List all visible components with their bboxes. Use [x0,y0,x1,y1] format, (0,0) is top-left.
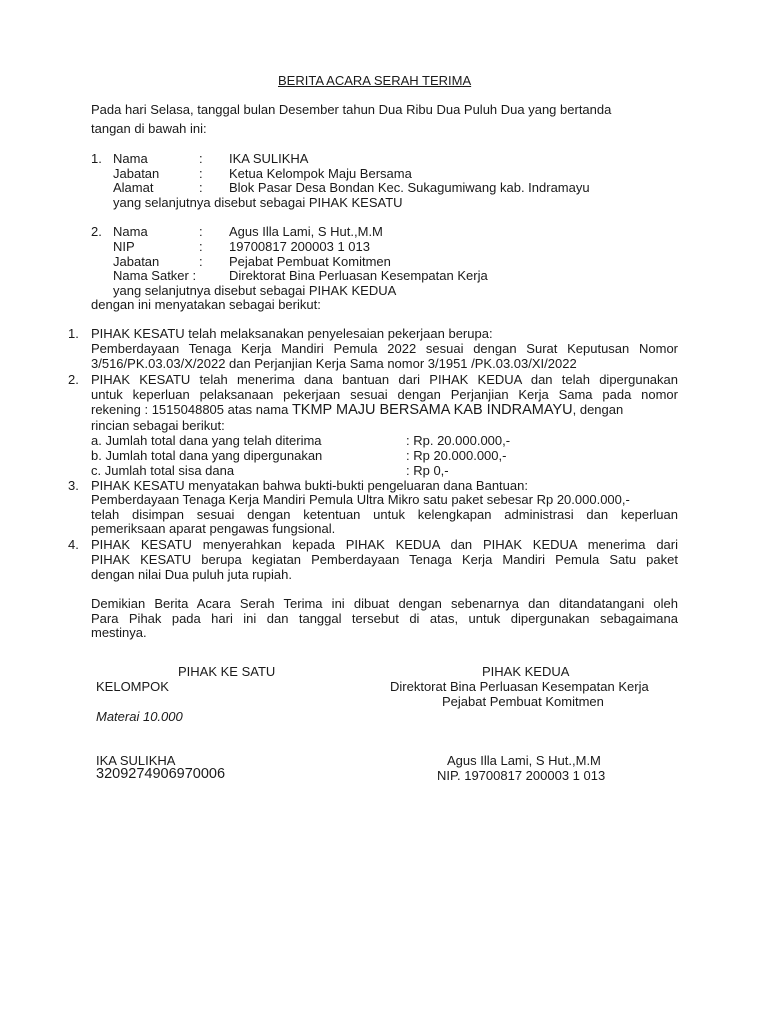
fund-received-label: a. Jumlah total dana yang telah diterima [91,433,322,448]
point-2-line-3 [91,402,623,418]
closing-line-2: Para Pihak pada hari ini dan tanggal tersebut di atas, untuk dipergunakan sebagaimana [91,611,678,626]
party-1-label-nama: Nama [113,151,148,166]
party-2-value-nama: Agus Illa Lami, S Hut.,M.M [229,224,383,239]
stamp-duty-note: Materai 10.000 [96,709,183,724]
intro-line-1: Pada hari Selasa, tanggal bulan Desember tahun Dua Ribu Dua Puluh Dua yang bertanda [91,102,612,117]
point-1-line-3: 3/516/PK.03.03/X/2022 dan Perjanjian Kerja Sama nomor 3/1951 /PK.03.03/XI/2022 [91,356,577,371]
point-2-rekening-end: , dengan [572,402,624,417]
closing-line-1: Demikian Berita Acara Serah Terima ini dibuat dengan sebenarnya dan ditandatangani oleh [91,596,678,611]
declaration-line: dengan ini menyatakan sebagai berikut: [91,297,321,312]
party-2-value-jabatan: Pejabat Pembuat Komitmen [229,254,391,269]
sign-left-heading: PIHAK KE SATU [178,664,276,679]
party-2-sep: : [199,224,203,239]
sign-left-id: 3209274906970006 [96,766,226,782]
closing-line-3: mestinya. [91,625,147,640]
party-1-label-jabatan: Jabatan [113,166,160,181]
fund-remaining-label: c. Jumlah total sisa dana [91,463,235,478]
point-3-number: 3. [68,478,79,493]
intro-line-2: tangan di bawah ini: [91,121,207,136]
sign-left-org: KELOMPOK [96,679,169,694]
party-1-value-alamat: Blok Pasar Desa Bondan Kec. Sukagumiwang kab. Indramayu [229,180,590,195]
point-3-line-3: telah disimpan sesuai dengan ketentuan untuk kelengkapan administrasi dan keperluan [91,507,678,522]
party-1-sep: : [199,151,203,166]
point-4-line-1: PIHAK KESATU menyerahkan kepada PIHAK KEDUA dan PIHAK KEDUA menerima dari [91,537,678,552]
sign-right-id: NIP. 19700817 200003 1 013 [437,768,606,783]
party-1-number: 1. [91,151,102,166]
party-2-number: 2. [91,224,102,239]
party-2-sep: : [199,254,203,269]
point-4-line-3: dengan nilai Dua puluh juta rupiah. [91,567,292,582]
point-1-number: 1. [68,326,79,341]
point-4-number: 4. [68,537,79,552]
fund-used-label: b. Jumlah total dana yang dipergunakan [91,448,323,463]
point-1-line-1: PIHAK KESATU telah melaksanakan penyelesaian pekerjaan berupa: [91,326,493,341]
fund-received-value: : Rp. 20.000.000,- [406,433,511,448]
party-2-label-nip: NIP [113,239,135,254]
party-2-sep: : [199,239,203,254]
fund-remaining-value: : Rp 0,- [406,463,449,478]
point-3-line-1: PIHAK KESATU menyatakan bahwa bukti-bukti pengeluaran dana Bantuan: [91,478,528,493]
point-2-account-name: TKMP MAJU BERSAMA KAB INDRAMAYU [291,402,573,418]
party-1-sep: : [199,166,203,181]
point-3-line-4: pemeriksaan aparat pengawas fungsional. [91,521,336,536]
point-2-line-2: untuk keperluan pelaksanaan pekerjaan sesuai dengan Perjanjian Kerja Sama pada nomor [91,387,678,402]
sign-left-name: IKA SULIKHA [96,753,176,768]
party-1-label-alamat: Alamat [113,180,154,195]
party-2-label-nama: Nama [113,224,148,239]
sign-right-heading: PIHAK KEDUA [482,664,570,679]
fund-used-value: : Rp 20.000.000,- [406,448,507,463]
party-2-label-satker: Nama Satker : [113,268,197,283]
point-2-number: 2. [68,372,79,387]
point-4-line-2: PIHAK KESATU berupa kegiatan Pemberdayaan Tenaga Kerja Mandiri Pemula Satu paket [91,552,678,567]
sign-right-role: Pejabat Pembuat Komitmen [442,694,604,709]
point-1-line-2: Pemberdayaan Tenaga Kerja Mandiri Pemula 2022 sesuai dengan Surat Keputusan Nomor [91,341,678,356]
party-2-label-jabatan: Jabatan [113,254,160,269]
party-2-value-nip: 19700817 200003 1 013 [229,239,370,254]
point-2-rekening: rekening : 1515048805 atas nama [91,402,289,417]
point-2-line-4: rincian sebagai berikut: [91,418,225,433]
party-1-note: yang selanjutnya disebut sebagai PIHAK KESATU [113,195,403,210]
point-3-line-2: Pemberdayaan Tenaga Kerja Mandiri Pemula Ultra Mikro satu paket sebesar Rp 20.000.000,- [91,492,630,507]
party-2-note: yang selanjutnya disebut sebagai PIHAK KEDUA [113,283,397,298]
document-title: BERITA ACARA SERAH TERIMA [278,73,472,88]
party-2-value-satker: Direktorat Bina Perluasan Kesempatan Kerja [229,268,488,283]
party-1-value-jabatan: Ketua Kelompok Maju Bersama [229,166,412,181]
sign-right-name: Agus Illa Lami, S Hut.,M.M [447,753,601,768]
point-2-line-1: PIHAK KESATU telah menerima dana bantuan dari PIHAK KEDUA dan telah dipergunakan [91,372,678,387]
party-1-sep: : [199,180,203,195]
sign-right-org: Direktorat Bina Perluasan Kesempatan Kerja [390,679,649,694]
party-1-value-nama: IKA SULIKHA [229,151,309,166]
